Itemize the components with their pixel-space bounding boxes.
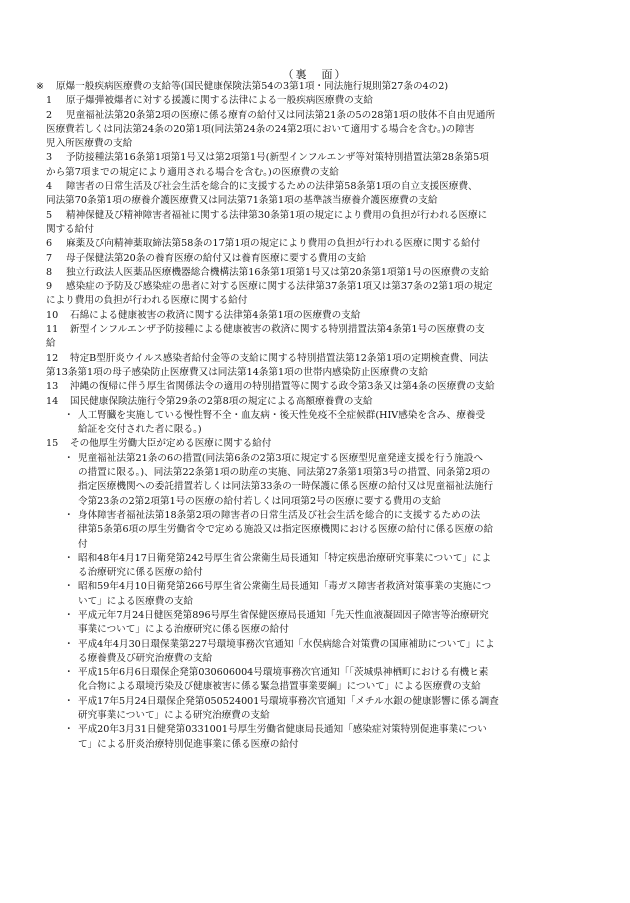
bullet-text: 人工腎臓を実施している慢性腎不全・血友病・後天性免疫不全症候群(HIV感染を含み、療養受 bbox=[78, 409, 486, 421]
item-text: 麻薬及び向精神薬取締法第58条の17第1項の規定により費用の負担が行われる医療に関する給付 bbox=[66, 238, 481, 250]
bullet-text: 令第23条の2第2項第1号の医療の給付若しくは同項第2号の医療に要する費用の支給 bbox=[78, 495, 441, 507]
item-line bbox=[36, 280, 596, 294]
item-number: 8 bbox=[46, 266, 53, 278]
bullet-line bbox=[36, 638, 596, 652]
bullet-continuation bbox=[36, 738, 596, 752]
item-line bbox=[36, 380, 596, 394]
item-text: 第13条第1項の母子感染防止医療費又は同法第14条第1項の世帯内感染防止医療費の支給 bbox=[46, 366, 428, 378]
item-list bbox=[36, 94, 596, 409]
item-text: 予防接種法第16条第1項第1号又は第2項第1号(新型インフルエンザ等対策特別措置法第28条第5項 bbox=[66, 152, 489, 164]
item-continuation bbox=[36, 366, 596, 380]
page-title: （裏 面） bbox=[282, 68, 348, 81]
bullet-text: 付 bbox=[78, 538, 88, 550]
item-line bbox=[36, 94, 596, 108]
item-text: 精神保健及び精神障害者福祉に関する法律第30条第1項の規定により費用の負担が行われる医療に bbox=[66, 209, 488, 221]
item-line bbox=[36, 209, 596, 223]
item-text: により費用の負担が行われる医療に関する給付 bbox=[46, 295, 248, 307]
header-note bbox=[36, 80, 596, 94]
item-line bbox=[36, 266, 596, 280]
bullet-mark: ・ bbox=[64, 667, 74, 679]
bullet-text: る治療研究に係る医療の給付 bbox=[78, 567, 203, 579]
item-text: 新型インフルエンザ予防接種による健康被害の救済に関する特別措置法第4条第1号の医療費の支 bbox=[70, 324, 485, 336]
list-item bbox=[36, 280, 596, 309]
list-item bbox=[36, 109, 596, 152]
item-continuation bbox=[36, 166, 596, 180]
bullet-mark: ・ bbox=[64, 509, 74, 521]
item-number: 10 bbox=[46, 309, 59, 321]
bullet-item bbox=[36, 723, 596, 752]
bullet-continuation bbox=[36, 623, 596, 637]
bullet-item bbox=[36, 452, 596, 509]
bullet-continuation bbox=[36, 538, 596, 552]
item-text: 給 bbox=[46, 338, 56, 350]
item-text: 感染症の予防及び感染症の患者に対する医療に関する法律第37条第1項又は第37条の2第1項の規定 bbox=[66, 281, 493, 293]
bullet-mark: ・ bbox=[64, 581, 74, 593]
list-item bbox=[36, 323, 596, 352]
item-text: 児童福祉法第20条第2項の医療に係る療育の給付又は同法第21条の5の28第1項の肢体不自由児通所 bbox=[66, 109, 496, 121]
bullet-text: 研究事業について」による研究治療費の支給 bbox=[78, 710, 270, 722]
bullet-item bbox=[36, 409, 596, 438]
bullet-item bbox=[36, 552, 596, 581]
item-number: 4 bbox=[46, 181, 53, 193]
item-number: 5 bbox=[46, 209, 53, 221]
bullet-mark: ・ bbox=[64, 609, 74, 621]
bullet-text: 昭和59年4月10日衛発第266号厚生省公衆衛生局長通知「毒ガス障害者救済対策事業の実施につ bbox=[78, 581, 492, 593]
item-text: 国民健康保険法施行令第29条の2第8項の規定による高額療養費の支給 bbox=[70, 395, 373, 407]
bullet-text: て」による肝炎治療特別促進事業に係る医療の給付 bbox=[78, 738, 299, 750]
item-text: 特定B型肝炎ウイルス感染者給付金等の支給に関する特別措置法第12条第1項の定期検査費、同法 bbox=[70, 352, 489, 364]
item-text: から第7項までの規定により適用される場合を含む。)の医療費の支給 bbox=[46, 166, 339, 178]
bullet-line bbox=[36, 580, 596, 594]
bullet-mark: ・ bbox=[64, 638, 74, 650]
item-text: 独立行政法人医薬品医療機器総合機構法第16条第1項第1号又は第20条第1項第1号の医療費の支給 bbox=[66, 266, 489, 278]
bullet-line bbox=[36, 509, 596, 523]
bullet-item bbox=[36, 666, 596, 695]
list-item bbox=[36, 180, 596, 209]
item-continuation bbox=[36, 223, 596, 237]
bullet-text: 平成20年3月31日健発第0331001号厚生労働省健康局長通知「感染症対策特別促進事業につい bbox=[78, 724, 487, 736]
bullet-text: 身体障害者福祉法第18条第2項の障害者の日常生活及び社会生活を総合的に支援するための法 bbox=[78, 509, 481, 521]
bullet-continuation bbox=[36, 423, 596, 437]
item-line bbox=[36, 109, 596, 123]
bullet-continuation bbox=[36, 709, 596, 723]
item-text: 原子爆弾被爆者に対する援護に関する法律による一般疾病医療費の支給 bbox=[66, 95, 373, 107]
item-line bbox=[36, 352, 596, 366]
item-number: 11 bbox=[46, 324, 59, 336]
bullet-text: 昭和48年4月17日衛発第242号厚生省公衆衛生局長通知「特定疾患治療研究事業について」によ bbox=[78, 552, 492, 564]
item-continuation bbox=[36, 123, 596, 137]
bullet-text: の措置に限る。)、同法第22条第1項の助産の実施、同法第27条第1項第3号の措置、同条第2項の bbox=[78, 467, 491, 479]
item-number: 7 bbox=[46, 252, 53, 264]
item-text: その他厚生労働大臣が定める医療に関する給付 bbox=[70, 438, 272, 450]
bullet-continuation bbox=[36, 480, 596, 494]
item-continuation bbox=[36, 137, 596, 151]
bullet-item bbox=[36, 695, 596, 724]
bullet-line bbox=[36, 452, 596, 466]
list-item bbox=[36, 309, 596, 323]
item-line bbox=[36, 252, 596, 266]
item-line bbox=[36, 309, 596, 323]
bullet-text: 平成4年4月30日環保業第227号環境事務次官通知「水俣病総合対策費の国庫補助について」によ bbox=[78, 638, 495, 650]
bullet-continuation bbox=[36, 595, 596, 609]
item-line bbox=[36, 395, 596, 409]
note-text: 原爆一般疾病医療費の支給等(国民健康保険法第54の3第1項・同法施行規則第27条の4の2) bbox=[56, 81, 449, 92]
bullet-text: 平成15年6月6日環保企発第030606004号環境事務次官通知「「茨城県神栖町における有機ヒ素 bbox=[78, 667, 489, 679]
note-mark: ※ bbox=[36, 81, 45, 92]
bullet-item bbox=[36, 509, 596, 552]
content-body bbox=[36, 80, 596, 752]
bullet-line bbox=[36, 723, 596, 737]
item-number: 13 bbox=[46, 381, 59, 393]
list-item bbox=[36, 237, 596, 251]
bullet-text: 平成元年7月24日健医発第896号厚生省保健医療局長通知「先天性血液凝固因子障害等治療研究 bbox=[78, 609, 489, 621]
bullet-text: 律第5条第6項の厚生労働省令で定める施設又は指定医療機関における医療の給付に係る医療の給 bbox=[78, 524, 494, 536]
item-text: 同法第70条第1項の療養介護医療費又は同法第71条第1項の基準該当療養介護医療費の支給 bbox=[46, 195, 438, 207]
list-item bbox=[36, 151, 596, 180]
item-15 bbox=[36, 437, 596, 451]
list-item bbox=[36, 209, 596, 238]
bullet-text: 児童福祉法第21条の6の措置(同法第6条の2第3項に規定する医療型児童発達支援を行う施設へ bbox=[78, 452, 483, 464]
item-number: 9 bbox=[46, 281, 53, 293]
bullet-mark: ・ bbox=[64, 552, 74, 564]
item14-bullet-list bbox=[36, 409, 596, 438]
bullet-continuation bbox=[36, 523, 596, 537]
list-item bbox=[36, 266, 596, 280]
item-text: 母子保健法第20条の養育医療の給付又は養育医療に要する費用の支給 bbox=[66, 252, 367, 264]
bullet-mark: ・ bbox=[64, 724, 74, 736]
item-continuation bbox=[36, 337, 596, 351]
list-item bbox=[36, 94, 596, 108]
item-text: 関する給付 bbox=[46, 223, 94, 235]
item-text: 障害者の日常生活及び社会生活を総合的に支援するための法律第58条第1項の自立支援医療費、 bbox=[66, 181, 478, 193]
bullet-continuation bbox=[36, 652, 596, 666]
item-text: 沖縄の復帰に伴う厚生省関係法令の適用の特別措置等に関する政令第3条又は第4条の医療費の支給 bbox=[70, 381, 495, 393]
bullet-text: 平成17年5月24日環保企発第050524001号環境事務次官通知「メチル水銀の健康影響に係る調査 bbox=[78, 695, 499, 707]
bullet-text: 事業について」による治療研究に係る医療の給付 bbox=[78, 624, 289, 636]
item15-bullet-list bbox=[36, 452, 596, 752]
bullet-line bbox=[36, 552, 596, 566]
list-item bbox=[36, 380, 596, 394]
item-number: 3 bbox=[46, 152, 53, 164]
item-line bbox=[36, 151, 596, 165]
bullet-line bbox=[36, 409, 596, 423]
bullet-text: いて」による医療費の支給 bbox=[78, 595, 194, 607]
item-number: 6 bbox=[46, 238, 53, 250]
item-number: 12 bbox=[46, 352, 59, 364]
bullet-item bbox=[36, 609, 596, 638]
bullet-continuation bbox=[36, 495, 596, 509]
item-text: 児入所医療費の支給 bbox=[46, 138, 133, 150]
bullet-text: る療養費及び研究治療費の支給 bbox=[78, 652, 213, 664]
item-continuation bbox=[36, 194, 596, 208]
item-text: 医療費若しくは同法第24条の20第1項(同法第24条の24第2項において適用する場合を含む。)の障害 bbox=[46, 123, 475, 135]
bullet-text: 給証を交付された者に限る。) bbox=[78, 424, 202, 436]
bullet-item bbox=[36, 638, 596, 667]
bullet-mark: ・ bbox=[64, 695, 74, 707]
bullet-line bbox=[36, 695, 596, 709]
bullet-continuation bbox=[36, 680, 596, 694]
bullet-text: 化合物による環境汚染及び健康被害に係る緊急措置事業要綱」について」による医療費の支給 bbox=[78, 681, 481, 693]
list-item bbox=[36, 252, 596, 266]
bullet-line bbox=[36, 609, 596, 623]
list-item bbox=[36, 395, 596, 409]
bullet-mark: ・ bbox=[64, 452, 74, 464]
bullet-text: 指定医療機関への委託措置若しくは同法第33条の一時保護に係る医療の給付又は児童福祉法施行 bbox=[78, 481, 494, 493]
list-item bbox=[36, 352, 596, 381]
item-number: 15 bbox=[46, 438, 59, 450]
item-line bbox=[36, 323, 596, 337]
item-text: 石綿による健康被害の救済に関する法律第4条第1項の医療費の支給 bbox=[70, 309, 361, 321]
item-number: 14 bbox=[46, 395, 59, 407]
bullet-line bbox=[36, 666, 596, 680]
item-continuation bbox=[36, 294, 596, 308]
bullet-continuation bbox=[36, 466, 596, 480]
bullet-continuation bbox=[36, 566, 596, 580]
item-line bbox=[36, 180, 596, 194]
item-number: 2 bbox=[46, 109, 53, 121]
item-number: 1 bbox=[46, 95, 53, 107]
bullet-mark: ・ bbox=[64, 409, 74, 421]
item-line bbox=[36, 237, 596, 251]
bullet-item bbox=[36, 580, 596, 609]
